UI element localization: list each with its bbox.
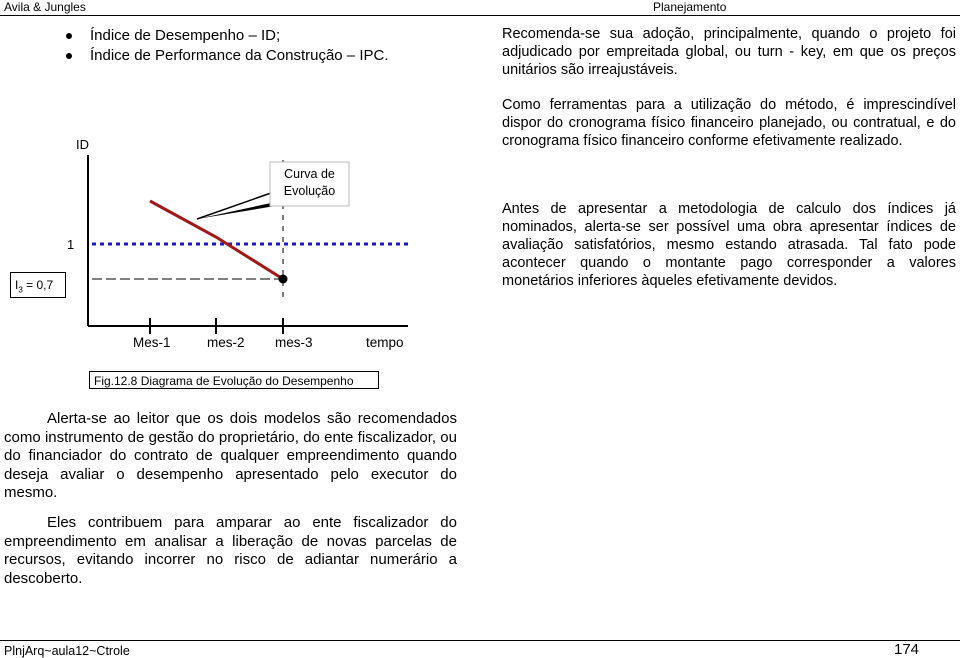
i3-box xyxy=(10,272,66,298)
i3-subscript: 3 xyxy=(18,285,23,295)
paragraph-adoption: Recomenda-se sua adoção, principalmente, quando o projeto foi adjudicado por empreitada global, ou turn - key, em que os preços unitários são irreajustáveis. xyxy=(502,26,956,78)
x-label-mes1: Mes-1 xyxy=(133,335,171,350)
bullet-text: Índice de Desempenho – ID; xyxy=(90,27,281,44)
header-left: Avila & Jungles xyxy=(4,0,86,14)
curve-endpoint xyxy=(279,275,288,284)
paragraph-warning: Antes de apresentar a metodologia de calculo dos índices já nominados, alerta-se ser possível uma obra apresentar índices de avaliação satisfatórios, mesmo estando atrasada. Tal fato pode acontecer quando o montante pago corresponder a valores monetários inferiores àqueles efetivamente devidos. xyxy=(502,201,956,289)
footer-rule xyxy=(0,640,960,641)
page-number: 174 xyxy=(894,641,920,658)
figure-caption: Fig.12.8 Diagrama de Evolução do Desempenho xyxy=(89,371,379,389)
x-label-mes3: mes-3 xyxy=(275,335,313,350)
callout-text: Curva de Evolução xyxy=(283,167,336,198)
i3-symbol: I xyxy=(15,278,19,292)
header-center: Planejamento xyxy=(653,0,727,14)
i3-value: = 0,7 xyxy=(22,278,54,292)
y-axis-label: ID xyxy=(76,137,89,152)
paragraph-alert: Alerta-se ao leitor que os dois modelos são recomendados como instrumento de gestão do proprietário, do ente fiscalizador, ou do financiador do contrato de qualquer empreendimento quando deseja avaliar o desempenho apresentado pelo executor do mesmo. xyxy=(4,410,457,501)
x-label-tempo: tempo xyxy=(366,335,404,350)
paragraph-contribution: Eles contribuem para amparar ao ente fiscalizador do empreendimento em analisar a liberação de novas parcelas de recursos, evitando incorrer no risco de adiantar numerário a descoberto. xyxy=(4,514,457,587)
footer-left: PlnjArq~aula12~Ctrole xyxy=(4,644,130,658)
x-label-mes2: mes-2 xyxy=(207,335,245,350)
paragraph-tools: Como ferramentas para a utilização do método, é imprescindível dispor do cronograma físico financeiro planejado, ou contratual, e do cronograma físico financeiro conforme efetivamente realizado. xyxy=(502,97,956,149)
reference-label: 1 xyxy=(67,237,75,252)
bullet-text: Índice de Performance da Construção – IPC. xyxy=(90,47,389,64)
